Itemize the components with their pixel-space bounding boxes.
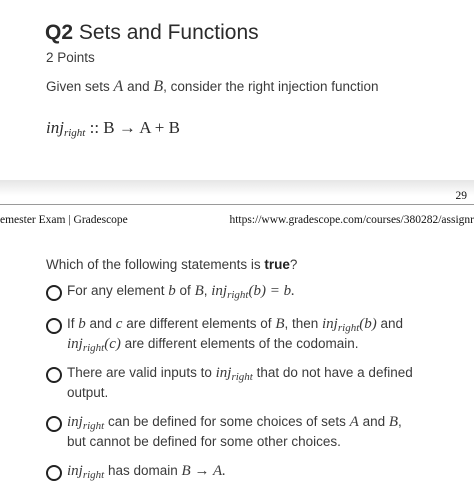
radio-button-option-2[interactable] [46,318,62,334]
opt4-t2: , [398,414,402,429]
opt5-sub: right [82,469,105,481]
opt1-eq: (b) = b. [248,283,295,299]
opt4-t1: and [358,414,389,429]
option-1-label [67,281,295,305]
set-a-symbol: A [113,78,124,95]
opt3-t1: that do not have a defined [252,365,413,380]
opt4-sub: right [82,420,105,432]
mc-question-emphasis: true [264,257,290,272]
formula-rest: :: B → A + B [85,118,180,137]
opt1-t2: , [203,283,212,298]
option-3-label-line2: output. [67,385,109,400]
opt3-t0: There are valid inputs to [67,365,216,380]
page-break-shadow [0,180,474,196]
formula-fn: inj [46,118,64,137]
opt5-fn: inj [67,463,83,479]
radio-button-option-3[interactable] [46,367,62,383]
opt2-var-c: c [115,316,123,332]
mc-question [46,257,297,272]
opt2-arg: (b) [359,316,377,332]
opt1-sub: right [227,289,249,301]
opt2-t4: and [376,316,404,331]
opt2-arg2: (c) [104,336,121,352]
radio-button-option-4[interactable] [46,416,62,432]
opt2-t1: and [85,316,116,331]
opt1-var-b: b [168,283,176,299]
opt2-t2: are different elements of [122,316,276,331]
radio-button-option-1[interactable] [46,285,62,301]
opt4-set-b: B [388,414,399,430]
opt4-t0: can be defined for some choices of sets [104,414,350,429]
opt1-set-b: B [194,283,204,299]
opt5-domain: B → A. [181,463,226,479]
print-header-title: emester Exam | Gradescope [0,214,128,226]
opt2-t3: , then [284,316,323,331]
opt3-sub: right [231,371,253,383]
question-number: Q2 [45,21,74,44]
opt2-fn2: inj [67,336,83,352]
question-title: Sets and Functions [78,21,259,44]
opt4-set-a: A [349,414,359,430]
question-points: 2 Points [46,50,95,65]
print-header-url: https://www.gradescope.com/courses/380282/assignr [229,214,474,226]
opt2-fn: inj [322,316,338,332]
opt2-var-b: b [78,316,86,332]
question-heading [45,21,259,45]
option-2-label-line2 [67,334,359,358]
set-b-symbol: B [153,78,164,95]
question-prompt [46,78,379,96]
opt1-fn: inj [211,283,228,299]
opt3-fn: inj [215,365,232,381]
option-3-label-line1 [67,363,413,387]
opt5-t0: has domain [104,463,182,478]
opt4-fn: inj [67,414,83,430]
formula-sub: right [63,127,86,139]
page-number: 29 [455,190,467,202]
option-4-label-line2: but cannot be defined for some other choices. [67,434,341,449]
opt2-sub: right [337,322,360,334]
page-divider [0,204,474,205]
mc-question-mark: ? [289,257,298,272]
opt1-t0: For any element [67,283,169,298]
radio-button-option-5[interactable] [46,465,62,481]
prompt-text: Given sets [46,79,110,94]
prompt-text-end: , consider the right injection function [163,79,379,94]
opt2-t5: are different elements of the codomain. [120,336,359,351]
opt2-sub2: right [82,342,105,354]
opt2-set-b: B [275,316,285,332]
opt2-t0: If [67,316,79,331]
opt1-t1: of [175,283,195,298]
function-signature [46,118,180,139]
mc-question-text: Which of the following statements is [46,257,265,272]
prompt-and: and [127,79,150,94]
option-5-label [67,461,226,485]
